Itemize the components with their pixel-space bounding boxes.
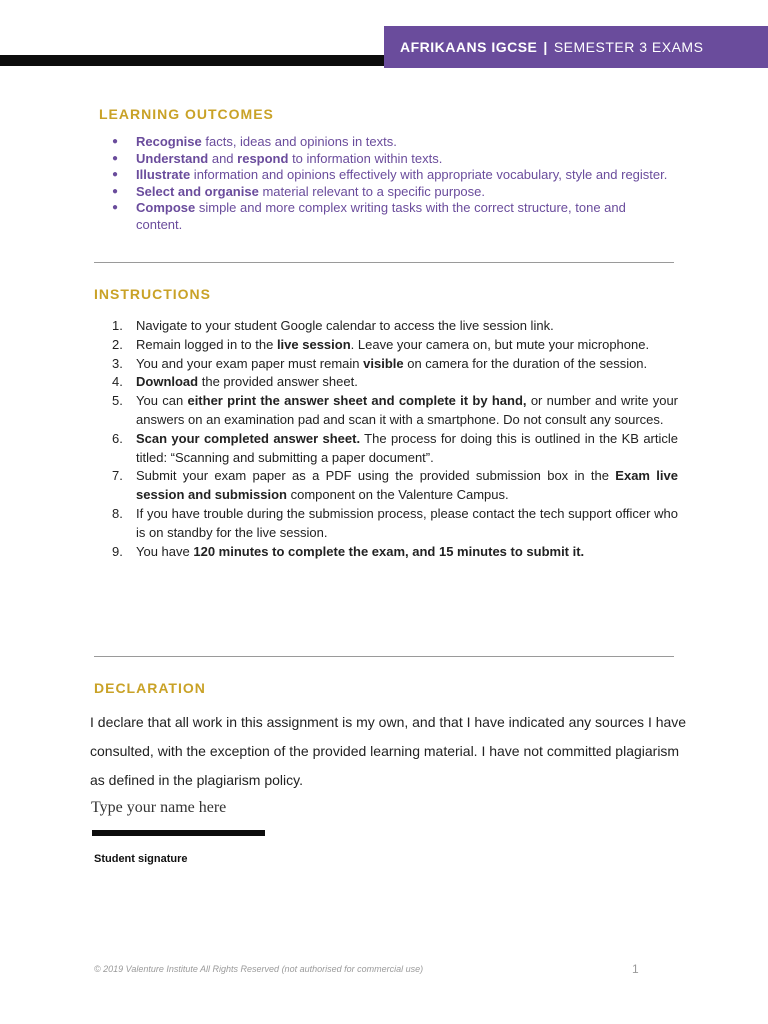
text-run: component on the Valenture Campus. — [287, 487, 509, 503]
text-run: Navigate to your student Google calendar to access the live session link. — [136, 318, 554, 333]
text-run: to information within texts. — [288, 150, 443, 166]
text-run: simple and more complex writing tasks with the correct structure, tone and content. — [136, 200, 626, 232]
instruction-item — [112, 392, 678, 430]
text-run: or number and write your answers on an examination pad and scan it with a smartphone. Do not consult any sources. — [136, 393, 679, 427]
text-run: If you have trouble during the submission process, please contact the tech support officer who is on standby for the live session. — [136, 505, 678, 540]
student-name-field[interactable]: Type your name here — [91, 799, 227, 816]
text-run: You have — [136, 543, 194, 559]
signature-line — [92, 830, 265, 836]
instruction-number: 2. — [112, 336, 123, 352]
instruction-number: 5. — [112, 393, 123, 409]
divider — [94, 656, 674, 657]
signature-label: Student signature — [94, 853, 188, 865]
text-run: The process for doing this is outlined in the KB article titled: “Scanning and submitting a paper document”. — [136, 430, 679, 465]
bold-text: respond — [237, 150, 289, 166]
text-run: on camera for the duration of the session. — [403, 355, 648, 371]
instruction-item — [112, 317, 678, 336]
bold-text: 120 minutes to complete the exam, and 15 minutes to submit it. — [193, 543, 585, 559]
instruction-item — [112, 336, 678, 355]
text-run: material relevant to a specific purpose. — [258, 183, 485, 199]
instruction-item — [112, 505, 678, 543]
instruction-number: 9. — [112, 543, 123, 559]
header-banner — [384, 26, 768, 68]
instruction-number: 3. — [112, 355, 123, 371]
divider — [94, 262, 674, 263]
learning-outcome-item — [112, 134, 672, 151]
exam-title: SEMESTER 3 EXAMS — [553, 39, 704, 55]
instruction-item — [112, 467, 678, 505]
instructions-heading: INSTRUCTIONS — [94, 286, 211, 302]
instruction-item — [112, 373, 678, 392]
bold-text: either print the answer sheet and complete it by hand, — [187, 393, 527, 409]
text-run: and — [208, 150, 238, 166]
learning-outcome-item — [112, 184, 672, 201]
learning-outcome-item — [112, 200, 672, 233]
learning-outcomes-heading: LEARNING OUTCOMES — [99, 106, 274, 122]
declaration-text: I declare that all work in this assignment is my own, and that I have indicated any sources I have consulted, with the exception of the provided learning material. I have not committed plagiarism as defined in the plagiarism policy. — [90, 714, 687, 788]
instruction-number: 1. — [112, 318, 123, 333]
header-separator: | — [543, 39, 548, 55]
page-number: 1 — [632, 962, 639, 976]
bold-text: Scan your completed answer sheet. — [136, 430, 361, 446]
bold-text: Understand — [136, 150, 209, 166]
bold-text: Select and organise — [136, 183, 259, 199]
bold-text: visible — [363, 355, 404, 371]
instructions-list — [112, 317, 678, 561]
text-run: information and opinions effectively with appropriate vocabulary, style and register. — [190, 167, 668, 182]
text-run: the provided answer sheet. — [198, 374, 358, 390]
footer-copyright: © 2019 Valenture Institute All Rights Reserved (not authorised for commercial use) — [94, 964, 424, 974]
course-title: AFRIKAANS IGCSE — [400, 39, 538, 55]
instruction-number: 8. — [112, 505, 123, 521]
instruction-number: 4. — [112, 374, 123, 390]
bold-text: Compose — [136, 200, 196, 215]
bold-text: Download — [136, 374, 199, 390]
instruction-item — [112, 430, 678, 468]
header-black-bar — [0, 55, 384, 66]
learning-outcome-item — [112, 167, 672, 184]
bold-text: live session — [276, 336, 351, 352]
text-run: facts, ideas and opinions in texts. — [201, 134, 397, 149]
instruction-item — [112, 543, 678, 562]
instruction-number: 6. — [112, 430, 123, 446]
text-run: . Leave your camera on, but mute your microphone. — [350, 336, 650, 352]
bold-text: Exam live session and submission — [136, 468, 678, 503]
bold-text: Illustrate — [136, 167, 191, 182]
text-run: Remain logged in to the — [136, 336, 277, 352]
declaration-heading: DECLARATION — [94, 680, 206, 696]
text-run: Submit your exam paper as a PDF using the provided submission box in the — [136, 468, 616, 484]
learning-outcomes-list — [112, 134, 672, 233]
text-run: You can — [136, 393, 188, 409]
learning-outcome-item — [112, 151, 672, 168]
instruction-number: 7. — [112, 468, 123, 484]
bold-text: Recognise — [136, 134, 202, 149]
text-run: You and your exam paper must remain — [136, 355, 364, 371]
instruction-item — [112, 355, 678, 374]
